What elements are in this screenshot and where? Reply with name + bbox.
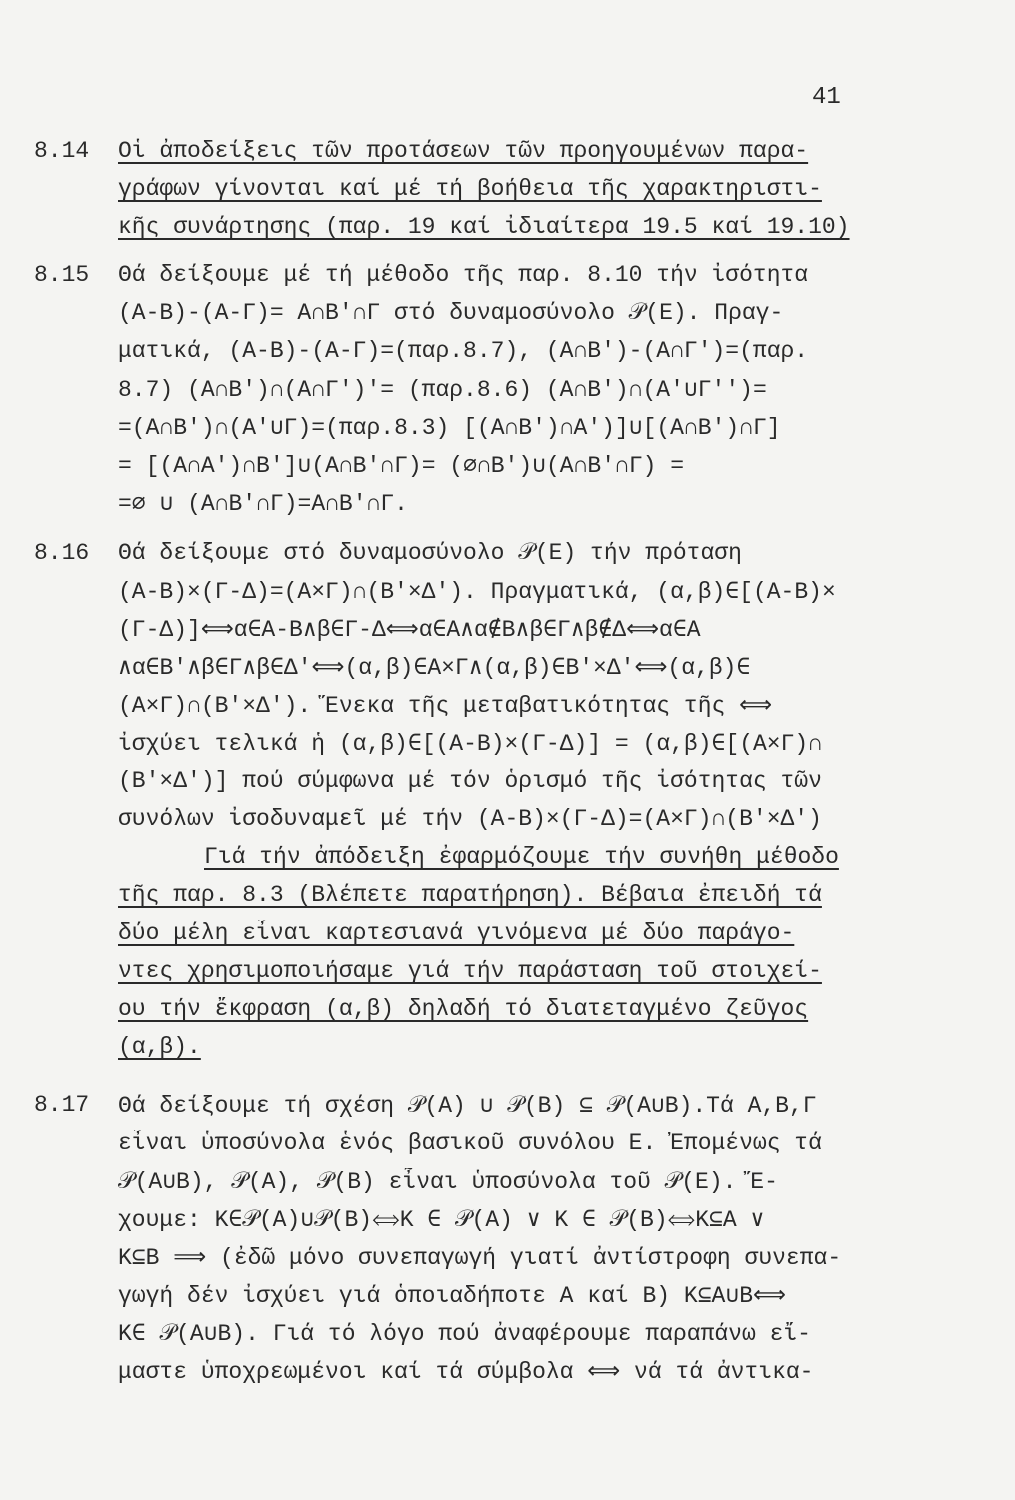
text-line: Θά δείξουμε στό δυναμοσύνολο 𝒫(Ε) τήν πρόταση [118, 540, 742, 566]
text-line: εἶναι ὑποσύνολα ἑνός βασικοῦ συνόλου Ε. Ἐπομένως τά [118, 1130, 822, 1156]
section-number: 8.16 [34, 540, 90, 566]
section-8-14 [34, 138, 914, 252]
text-line: Θά δείξουμε μέ τή μέθοδο τῆς παρ. 8.10 τήν ἰσότητα [118, 262, 809, 288]
text-line: δύο μέλη εἶναι καρτεσιανά γινόμενα μέ δύο παράγο- [118, 920, 795, 946]
text-line: Κ∈ 𝒫(Α∪Β). Γιά τό λόγο πού ἀναφέρουμε παραπάνω εἴ- [118, 1321, 811, 1347]
text-line: Κ⊆Β ⟹ (ἐδῶ μόνο συνεπαγωγή γιατί ἀντίστροφη συνεπα- [118, 1245, 842, 1271]
text-line: =(Α∩Β′)∩(Α′∪Γ)=(παρ.8.3) [(Α∩Β′)∩Α′)]∪[(Α∩Β′)∩Γ] [118, 415, 781, 441]
text-line: (Γ-Δ)]⟺α∈Α-Β∧β∈Γ-Δ⟺α∈Α∧α∉Β∧β∈Γ∧β∉Δ⟺α∈Α [118, 617, 701, 643]
text-line: 𝒫(Α∪Β), 𝒫(Α), 𝒫(Β) εἶναι ὑποσύνολα τοῦ 𝒫(Ε). Ἔ- [118, 1169, 778, 1195]
section-8-15 [34, 262, 914, 528]
text-line: (Β′×Δ′)] πού σύμφωνα μέ τόν ὁρισμό τῆς ἰσότητας τῶν [118, 768, 822, 794]
text-line: Θά δείξουμε τή σχέση 𝒫(Α) ∪ 𝒫(Β) ⊆ 𝒫(Α∪Β).Τά Α,Β,Γ [118, 1093, 817, 1119]
text-line: γωγή δέν ἰσχύει γιά ὁποιαδήποτε Α καί Β) Κ⊆Α∪Β⟺ [118, 1283, 786, 1309]
text-line: =∅ ∪ (Α∩Β′∩Γ)=Α∩Β′∩Γ. [118, 491, 408, 517]
text-line: ου τήν ἔκφραση (α,β) δηλαδή τό διατεταγμένο ζεῦγος [118, 996, 809, 1022]
page-number: 41 [812, 84, 841, 111]
section-8-16 [34, 540, 914, 1072]
section-8-17 [34, 1092, 914, 1396]
text-line: 8.7) (Α∩Β′)∩(Α∩Γ′)′= (παρ.8.6) (Α∩Β′)∩(Α′∪Γ′′)= [118, 377, 767, 403]
text-line: Οἱ ἀποδείξεις τῶν προτάσεων τῶν προηγουμένων παρα- [118, 138, 809, 164]
section-number: 8.15 [34, 262, 90, 288]
text-line: τῆς παρ. 8.3 (Βλέπετε παρατήρηση). Βέβαια ἐπειδή τά [118, 882, 822, 908]
text-line: ματικά, (Α-Β)-(Α-Γ)=(παρ.8.7), (Α∩Β′)-(Α∩Γ′)=(παρ. [118, 338, 809, 364]
text-line: (α,β). [118, 1034, 201, 1060]
text-line: Γιά τήν ἀπόδειξη ἐφαρμόζουμε τήν συνήθη μέθοδο [204, 844, 839, 870]
text-line: κῆς συνάρτησης (παρ. 19 καί ἰδιαίτερα 19.5 καί 19.10) [118, 214, 850, 240]
text-line: χουμε: Κ∈𝒫(Α)∪𝒫(Β)⟺Κ ∈ 𝒫(Α) ∨ Κ ∈ 𝒫(Β)⟺Κ⊆Α ∨ [118, 1207, 765, 1233]
text-line: = [(Α∩Α′)∩Β′]∪(Α∩Β′∩Γ)= (∅∩Β′)∪(Α∩Β′∩Γ) = [118, 453, 685, 479]
section-number: 8.17 [34, 1092, 90, 1118]
text-line: ντες χρησιμοποιήσαμε γιά τήν παράσταση τοῦ στοιχεί- [118, 958, 822, 984]
text-line: συνόλων ἰσοδυναμεῖ μέ τήν (Α-Β)×(Γ-Δ)=(Α×Γ)∩(Β′×Δ′) [118, 806, 822, 832]
text-line: (Α×Γ)∩(Β′×Δ′). Ἕνεκα τῆς μεταβατικότητας τῆς ⟺ [118, 693, 773, 719]
section-number: 8.14 [34, 138, 90, 164]
text-line: (Α-Β)-(Α-Γ)= Α∩Β′∩Γ στό δυναμοσύνολο 𝒫(Ε). Πραγ- [118, 300, 784, 326]
text-line: μαστε ὑποχρεωμένοι καί τά σύμβολα ⟺ νά τά ἀντικα- [118, 1359, 814, 1385]
text-line: ἰσχύει τελικά ἡ (α,β)∈[(Α-Β)×(Γ-Δ)] = (α,β)∈[(Α×Γ)∩ [118, 731, 823, 757]
text-line: γράφων γίνονται καί μέ τή βοήθεια τῆς χαρακτηριστι- [118, 176, 822, 202]
text-line: (Α-Β)×(Γ-Δ)=(Α×Γ)∩(Β′×Δ′). Πραγματικά, (α,β)∈[(Α-Β)× [118, 579, 836, 605]
text-line: ∧α∈Β′∧β∈Γ∧β∈Δ′⟺(α,β)∈Α×Γ∧(α,β)∈Β′×Δ′⟺(α,β)∈ [118, 655, 751, 681]
